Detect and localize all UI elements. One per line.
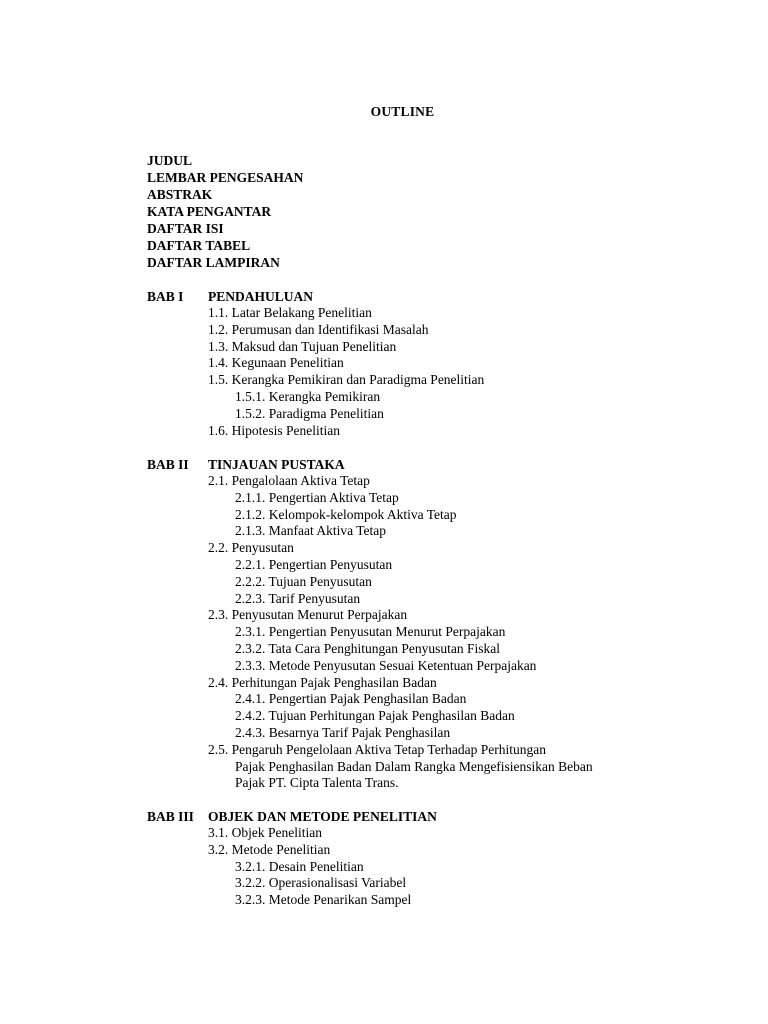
front-matter-item: DAFTAR LAMPIRAN [147, 255, 280, 270]
section-item: 2.5. Pengaruh Pengelolaan Aktiva Tetap Terhadap Perhitungan [208, 741, 547, 757]
page-title: OUTLINE [370, 104, 435, 119]
front-matter-item: JUDUL [147, 153, 193, 168]
subsection-item: 2.1.1. Pengertian Aktiva Tetap [235, 489, 399, 505]
chapter-items [147, 305, 484, 439]
subsection-item: 2.4.1. Pengertian Pajak Penghasilan Badan [235, 691, 467, 707]
section-continuation: Pajak Penghasilan Badan Dalam Rangka Mengefisiensikan Beban [235, 758, 593, 774]
chapter-1 [147, 288, 484, 439]
front-matter-list [147, 152, 303, 271]
chapter-heading [147, 808, 437, 825]
subsection-item: 1.5.1. Kerangka Pemikiran [235, 388, 381, 404]
chapter-title: PENDAHULUAN [208, 289, 314, 304]
subsection-item: 2.3.2. Tata Cara Penghitungan Penyusutan Fiskal [235, 640, 501, 656]
chapter-heading [147, 456, 593, 473]
section-item: 1.3. Maksud dan Tujuan Penelitian [208, 338, 397, 354]
section-item: 1.2. Perumusan dan Identifikasi Masalah [208, 321, 429, 337]
section-item: 1.5. Kerangka Pemikiran dan Paradigma Penelitian [208, 372, 485, 388]
front-matter-item: ABSTRAK [147, 187, 213, 202]
subsection-item: 3.2.3. Metode Penarikan Sampel [235, 892, 412, 908]
section-item: 2.2. Penyusutan [208, 540, 294, 556]
chapter-number: BAB I [147, 289, 184, 304]
section-item: 2.4. Perhitungan Pajak Penghasilan Badan [208, 674, 437, 690]
subsection-item: 1.5.2. Paradigma Penelitian [235, 405, 384, 421]
section-item: 1.6. Hipotesis Penelitian [208, 422, 340, 438]
front-matter-item: KATA PENGANTAR [147, 204, 272, 219]
chapter-number: BAB III [147, 809, 194, 824]
chapter-items [147, 473, 593, 792]
subsection-item: 2.2.3. Tarif Penyusutan [235, 590, 361, 606]
subsection-item: 2.4.3. Besarnya Tarif Pajak Penghasilan [235, 724, 451, 740]
subsection-item: 2.2.2. Tujuan Penyusutan [235, 573, 372, 589]
chapter-heading [147, 288, 484, 305]
subsection-item: 2.3.3. Metode Penyusutan Sesuai Ketentuan Perpajakan [235, 657, 537, 673]
section-item: 2.3. Penyusutan Menurut Perpajakan [208, 607, 408, 623]
front-matter-item: LEMBAR PENGESAHAN [147, 170, 304, 185]
section-item: 1.4. Kegunaan Penelitian [208, 355, 344, 371]
chapter-number: BAB II [147, 457, 189, 472]
chapter-title: OBJEK DAN METODE PENELITIAN [208, 809, 437, 824]
section-item: 2.1. Pengalolaan Aktiva Tetap [208, 473, 370, 488]
section-item: 1.1. Latar Belakang Penelitian [208, 305, 372, 320]
subsection-item: 2.1.2. Kelompok-kelompok Aktiva Tetap [235, 506, 457, 522]
subsection-item: 3.2.1. Desain Penelitian [235, 858, 364, 874]
chapter-title: TINJAUAN PUSTAKA [208, 457, 345, 472]
subsection-item: 2.1.3. Manfaat Aktiva Tetap [235, 523, 387, 539]
subsection-item: 2.4.2. Tujuan Perhitungan Pajak Penghasilan Badan [235, 708, 515, 724]
subsection-item: 2.2.1. Pengertian Penyusutan [235, 556, 393, 572]
front-matter-item: DAFTAR ISI [147, 221, 224, 236]
chapter-items [147, 825, 411, 909]
section-item: 3.1. Objek Penelitian [208, 825, 322, 840]
subsection-item: 2.3.1. Pengertian Penyusutan Menurut Perpajakan [235, 624, 506, 640]
subsection-item: 3.2.2. Operasionalisasi Variabel [235, 875, 407, 891]
chapter-3 [147, 808, 437, 909]
section-item: 3.2. Metode Penelitian [208, 841, 331, 857]
section-continuation: Pajak PT. Cipta Talenta Trans. [235, 775, 399, 791]
chapter-2 [147, 456, 593, 792]
front-matter-item: DAFTAR TABEL [147, 238, 251, 253]
